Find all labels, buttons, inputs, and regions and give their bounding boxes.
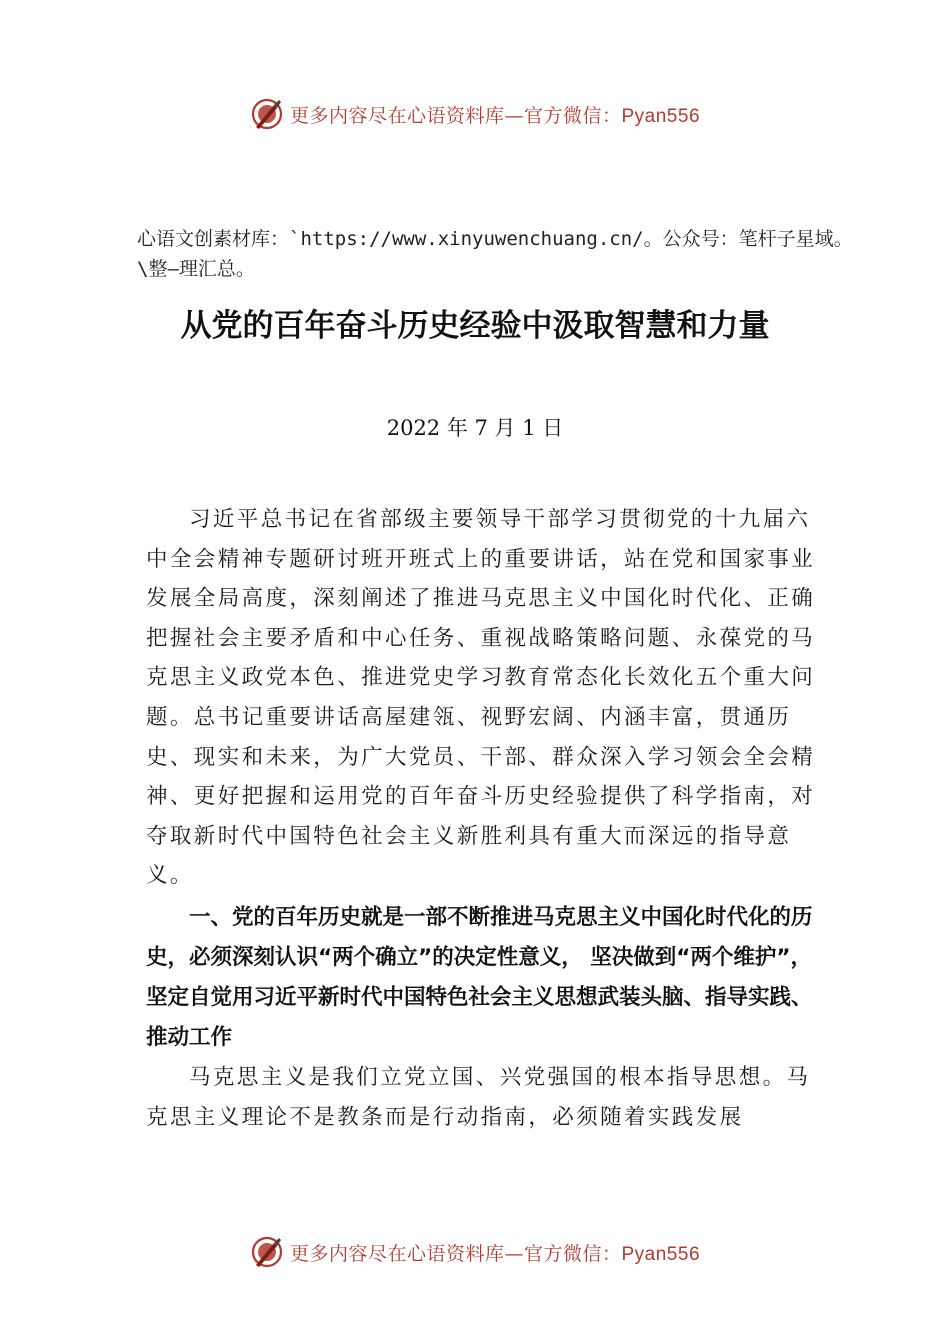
paragraph-2: 马克思主义是我们立党立国、兴党强国的根本指导思想。马克思主义理论不是教条而是行动指南，必须随着实践发展	[146, 1065, 811, 1130]
page-title: 从党的百年奋斗历史经验中汲取智慧和力量	[180, 308, 770, 344]
paragraph-1: 习近平总书记在省部级主要领导干部学习贯彻党的十九届六中全会精神专题研讨班开班式上的重要讲话，站在党和国家事业发展全局高度，深刻阐述了推进马克思主义中国化时代化、正确把握社会主要矛盾和中心任务、重视战略策略问题、永葆党的马克思主义政党本色、推进党史学习教育常态化长效化五个重大问题。总书记重要讲话高屋建瓴、视野宏阔、内涵丰富，贯通历史、现实和未来，为广大党员、干部、群众深入学习领会全会精神、更好把握和运用党的百年奋斗历史经验提供了科学指南，对夺取新时代中国特色社会主义新胜利具有重大而深远的指导意义。	[146, 507, 816, 889]
banner-text	[290, 1239, 700, 1266]
footer-banner	[0, 1232, 950, 1272]
section-heading-1: 一、党的百年历史就是一部不断推进马克思主义中国化时代化的历史，必须深刻认识“两个确立”的决定性意义， 坚决做到“两个维护”，坚定自觉用习近平新时代中国特色社会主义思想武装头脑、指导实践、推动工作	[146, 905, 813, 1050]
header-banner	[0, 94, 950, 134]
document-date: 2022 年 7 月 1 日	[386, 416, 564, 440]
banner-text	[290, 101, 700, 128]
wechat-id: Pyan556	[621, 1243, 701, 1265]
wechat-id: Pyan556	[621, 105, 701, 127]
pen-seal-logo-icon	[250, 97, 284, 131]
banner-main-text: 更多内容尽在心语资料库—官方微信：	[289, 104, 622, 127]
source-line: 心语文创素材库：`https://www.xinyuwenchuang.cn/。公众号：笔杆子星域。\整—理汇总。	[137, 228, 853, 280]
pen-seal-logo-icon	[250, 1235, 284, 1269]
banner-main-text: 更多内容尽在心语资料库—官方微信：	[289, 1242, 622, 1265]
